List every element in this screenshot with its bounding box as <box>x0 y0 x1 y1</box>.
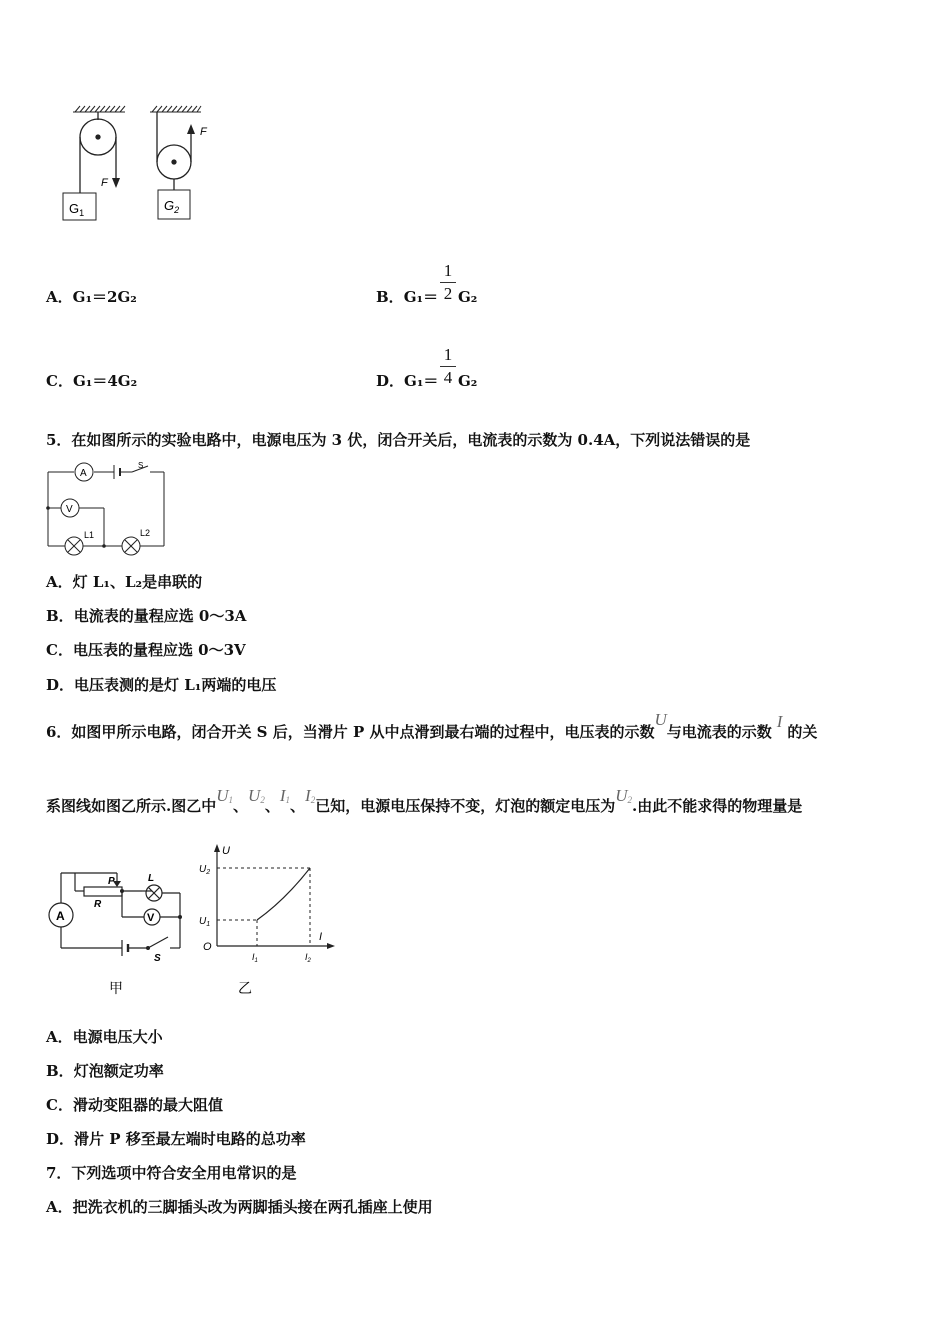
q7-option-a[interactable]: A．把洗衣机的三脚插头改为两脚插头接在两孔插座上使用 <box>46 1198 433 1216</box>
q4-option-d-fraction: 1 4 <box>440 345 456 388</box>
force-label-right: F <box>200 126 207 138</box>
q6-yi-i2: $I_2$ <box>305 952 311 964</box>
q4-option-d[interactable]: D．G₁＝ <box>376 372 439 390</box>
q4-option-c[interactable]: C．G₁＝4G₂ <box>46 372 138 390</box>
q7-stem: 7．下列选项中符合安全用电常识的是 <box>46 1164 297 1182</box>
q5-switch-label: S <box>138 461 144 470</box>
q5-lamp1-label: L1 <box>84 530 95 540</box>
q5-circuit-figure <box>44 458 169 558</box>
q5-option-d[interactable]: D．电压表测的是灯 L₁两端的电压 <box>46 676 277 694</box>
force-arrow-right <box>187 124 195 134</box>
force-label-left: F <box>101 177 108 189</box>
q6-jia-caption: 甲 <box>109 980 123 996</box>
q6-option-c[interactable]: C．滑动变阻器的最大阻值 <box>46 1096 223 1114</box>
q5-stem: 5．在如图所示的实验电路中，电源电压为 3 伏，闭合开关后，电流表的示数为 0.4A，下列说法错误的是 <box>46 431 751 449</box>
q6-yi-caption: 乙 <box>238 980 252 996</box>
q6-jia-slider: P <box>108 876 115 887</box>
q4-option-b[interactable]: B．G₁＝ <box>376 288 439 306</box>
q6-jia-rheostat: R <box>94 899 102 910</box>
q5-voltmeter-label: V <box>66 504 73 515</box>
q5-ammeter-label: A <box>80 468 87 479</box>
q6-option-a[interactable]: A．电源电压大小 <box>46 1028 163 1046</box>
q6-jia-switch: S <box>154 953 161 964</box>
q6-yi-u1: $U_1$ <box>199 916 211 928</box>
q5-option-a[interactable]: A．灯 L₁、L₂是串联的 <box>46 573 203 591</box>
q4-option-b-suffix: G₂ <box>458 288 478 306</box>
ceiling-left <box>73 106 125 112</box>
q6-yi-axis-u: U <box>222 845 230 857</box>
q6-jia-lamp: L <box>148 873 155 884</box>
q6-yi-axis-i: I <box>319 931 323 943</box>
q6-stem-line2: 系图线如图乙所示.图乙中$U_1$、$U_2$、$I_1$、$I_2$已知，电源电压保持不变，灯泡的额定电压为$U_2$.由此不能求得的物理量是 <box>46 786 803 815</box>
q6-figure-yi <box>195 840 345 1000</box>
movable-pulley <box>157 112 191 190</box>
q6-option-d[interactable]: D．滑片 P 移至最左端时电路的总功率 <box>46 1130 306 1148</box>
weight-g1-label: $G_1$ <box>69 201 85 218</box>
q6-jia-voltmeter: V <box>147 912 155 924</box>
q6-figure-jia <box>42 865 192 1000</box>
q6-yi-u2: $U_2$ <box>199 864 211 876</box>
q6-stem-line1: 6．如图甲所示电路，闭合开关 S 后，当滑片 P 从中点滑到最右端的过程中，电压表的示数U与电流表的示数I的关 <box>46 710 818 741</box>
q4-option-b-fraction: 1 2 <box>440 261 456 304</box>
q6-var-u1: $U_1$ <box>216 786 234 805</box>
q5-option-c[interactable]: C．电压表的量程应选 0～3V <box>46 641 246 659</box>
q4-option-d-suffix: G₂ <box>458 372 478 390</box>
q5-option-b[interactable]: B．电流表的量程应选 0～3A <box>46 607 247 625</box>
q4-option-a[interactable]: A．G₁＝2G₂ <box>46 288 137 306</box>
q6-option-b[interactable]: B．灯泡额定功率 <box>46 1062 164 1080</box>
q6-jia-ammeter: A <box>56 909 65 923</box>
weight-g2-label: $G_2$ <box>164 198 180 215</box>
q5-lamp2-label: L2 <box>140 528 151 538</box>
q6-yi-i1: $I_1$ <box>252 952 258 964</box>
pulley-figure <box>55 100 215 230</box>
force-arrow-left <box>112 178 120 188</box>
q6-yi-origin: O <box>203 941 212 953</box>
fixed-pulley <box>80 112 116 193</box>
ceiling-right <box>150 106 201 112</box>
